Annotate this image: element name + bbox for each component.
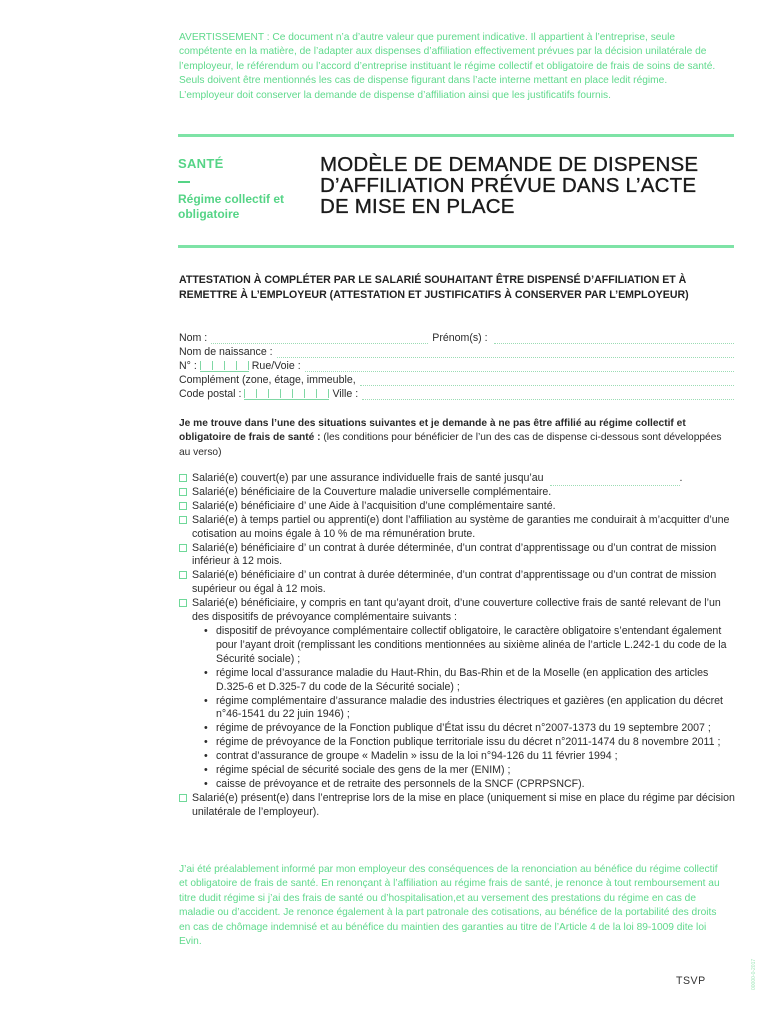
prenom-label: Prénom(s) : (432, 332, 488, 344)
option-cdd-long (179, 569, 739, 597)
complement-label: Complément (zone, étage, immeuble, (179, 374, 356, 386)
list-item: • régime complémentaire d’assurance maladie des industries électriques et gazières (en application du décret n°46-1541 du 22 juin 1946) ; (192, 695, 739, 723)
warning-notice (179, 31, 724, 103)
option-label: Salarié(e) bénéficiaire d’ une Aide à l’acquisition d’une complémentaire santé. (192, 499, 556, 512)
option-label: Salarié(e) bénéficiaire de la Couverture maladie universelle complémentaire. (192, 485, 552, 498)
numero-label: N° : (179, 360, 197, 372)
renonciation-info: J’ai été préalablement informé par mon employeur des conséquences de la renonciation au bénéfice du régime collectif et obligatoire de frais de santé. En renonçant à l’affiliation au régime frais de santé, je renonce à tout remboursement au titre dudit régime si j’ai des frais de santé ou d’hospitalisation,et au versement des prestations du régime en cas de maladie ou d’accident. Je renonce également à la part patronale des cotisations, au bénéfice de la portabilité des droits en cas de chômage indemnisé et au bénéfice du maintien des garanties au titre de l’Article 4 de la loi 89-1009 dite loi Evin. (179, 864, 720, 948)
code-postal-boxes[interactable] (244, 389, 329, 400)
category-block (178, 156, 308, 221)
ville-label: Ville : (332, 388, 359, 400)
option-assurance-individuelle (179, 472, 739, 486)
option-end: . (679, 472, 683, 484)
checkbox[interactable] (179, 571, 187, 579)
option-cmu (179, 486, 739, 500)
situation-note: (les conditions pour bénéficier de l’un des cas de dispense ci-dessous sont développées au verso) (179, 432, 722, 458)
list-item: • régime local d’assurance maladie du Haut-Rhin, du Bas-Rhin et de la Moselle (en application des articles D.325-6 et D.325-7 du code de la Sécurité sociale) ; (192, 667, 739, 695)
dispense-options (179, 472, 739, 820)
row-adresse (179, 358, 734, 372)
option-label: Salarié(e) à temps partiel ou apprenti(e) dont l’affiliation au système de garanties me conduirait à m’acquitter d’une cotisation au moins égale à 10 % de ma rémunération brute. (192, 513, 730, 540)
option-label: Salarié(e) présent(e) dans l’entreprise lors de la mise en place (uniquement si mise en place du régime par décision unilatérale de l’employeur). (192, 791, 735, 818)
list-item: • régime spécial de sécurité sociale des gens de la mer (ENIM) ; (192, 764, 739, 778)
list-item: • contrat d’assurance de groupe « Madelin » issu de la loi n°94-126 du 11 février 1994 ; (192, 750, 739, 764)
option-label: Salarié(e) bénéficiaire, y compris en tant qu’ayant droit, d’une couverture collective frais de santé relevant de l’un des dispositifs de prévoyance complémentaire suivants : (192, 597, 721, 624)
numero-boxes[interactable] (200, 361, 249, 372)
checkbox[interactable] (179, 474, 187, 482)
situation-statement (179, 417, 731, 460)
situation-bold: Je me trouve dans l’une des situations suivantes et je demande à ne pas être affilié au régime collectif et obligatoire de frais de santé : (179, 418, 686, 444)
list-item: • régime de prévoyance de la Fonction publique territoriale issu du décret n°2011-1474 du 8 novembre 2011 ; (192, 736, 739, 750)
document-reference: 00000-0-2017 (751, 958, 757, 990)
row-code-postal (179, 386, 734, 400)
rue-field[interactable] (305, 361, 734, 372)
tsvp-label: TSVP (676, 975, 706, 987)
category-regime: Régime collectif et obligatoire (178, 192, 285, 221)
attestation-heading: ATTESTATION À COMPLÉTER PAR LE SALARIÉ SOUHAITANT ÊTRE DISPENSÉ D’AFFILIATION ET À REMETTRE À L’EMPLOYEUR (ATTESTATION ET JUSTIFICATIFS À CONSERVER PAR L’EMPLOYEUR) (179, 274, 689, 301)
nom-label: Nom : (179, 332, 208, 344)
option-temps-partiel (179, 514, 739, 542)
checkbox[interactable] (179, 599, 187, 607)
code-postal-label: Code postal : (179, 388, 242, 400)
category-sante: SANTÉ (178, 156, 224, 171)
checkbox[interactable] (179, 516, 187, 524)
nom-field[interactable] (211, 333, 428, 344)
option-label: Salarié(e) couvert(e) par une assurance individuelle frais de santé jusqu’au (192, 472, 544, 484)
date-field[interactable] (550, 475, 680, 486)
row-complement (179, 372, 734, 386)
checkbox[interactable] (179, 488, 187, 496)
checkbox[interactable] (179, 502, 187, 510)
option-present-mise-en-place (179, 792, 739, 820)
rue-label: Rue/Voie : (251, 360, 301, 372)
document-title: MODÈLE DE DEMANDE DE DISPENSE D’AFFILIATION PRÉVUE DANS L’ACTE DE MISE EN PLACE (320, 153, 699, 218)
naissance-label: Nom de naissance : (179, 346, 273, 358)
warning-text: AVERTISSEMENT : Ce document n’a d’autre valeur que purement indicative. Il appartient à l’entreprise, seule compétente en la matière, de l’adapter aux dispenses d’affiliation effectivement prévues par la décision unilatérale de l’employeur, le référendum ou l’accord d’entreprise instituant le régime collectif et obligatoire de frais de soins de santé. Seuls doivent être mentionnés les cas de dispense figurant dans l’acte interne mettant en place ledit régime. (179, 32, 716, 87)
row-nom (179, 330, 734, 344)
complement-field[interactable] (360, 375, 734, 386)
row-naissance (179, 344, 734, 358)
option-label: Salarié(e) bénéficiaire d’ un contrat à durée déterminée, d’un contrat d’apprentissage ou d’un contrat de mission inférieur à 12 mois. (192, 541, 717, 568)
option-label: Salarié(e) bénéficiaire d’ un contrat à durée déterminée, d’un contrat d’apprentissage ou d’un contrat de mission supérieur ou égal à 12 mois. (192, 569, 717, 596)
list-item: • dispositif de prévoyance complémentaire collectif obligatoire, le caractère obligatoire s’entendant également pour l’ayant droit (remplissant les conditions mentionnées au sixième alinéa de l’article L.242-1 du code de la Sécurité sociale) ; (192, 625, 739, 667)
list-item: • caisse de prévoyance et de retraite des personnels de la SNCF (CPRPSNCF). (192, 778, 739, 792)
warning-text-employer: L’employeur doit conserver la demande de dispense d’affiliation ainsi que les justificatifs fournis. (179, 89, 611, 101)
divider-top (178, 134, 734, 137)
checkbox[interactable] (179, 544, 187, 552)
checkbox[interactable] (179, 794, 187, 802)
prenom-field[interactable] (494, 333, 734, 344)
category-dash (178, 181, 190, 183)
divider-bottom (178, 245, 734, 248)
option-cdd-court (179, 542, 739, 570)
option-couverture-collective (179, 597, 739, 792)
list-item: • régime de prévoyance de la Fonction publique d’État issu du décret n°2007-1373 du 19 septembre 2007 ; (192, 722, 739, 736)
dispositifs-list (192, 625, 739, 792)
naissance-field[interactable] (277, 347, 734, 358)
option-acs (179, 500, 739, 514)
ville-field[interactable] (362, 389, 734, 400)
